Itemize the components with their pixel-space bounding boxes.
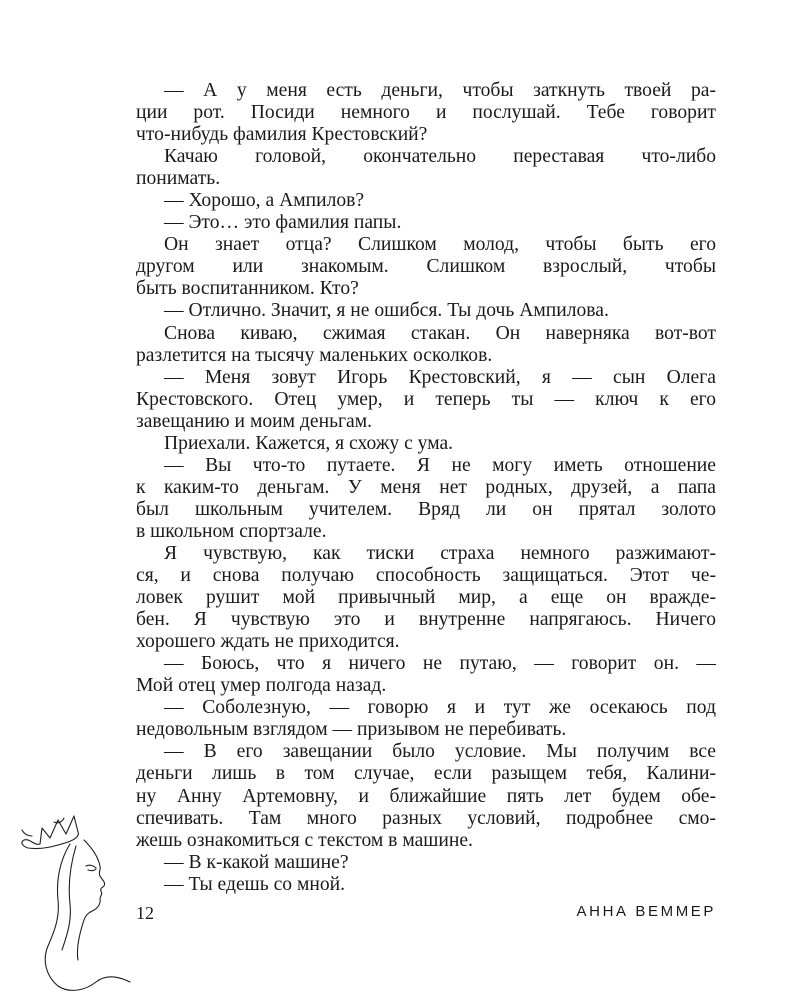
text-line: — Ты едешь со мной. <box>164 873 346 895</box>
text-line: Качаю головой, окончательно переставая что-либо <box>164 146 716 168</box>
text-line: — В его завещании было условие. Мы получим все <box>164 741 716 763</box>
text-line: был школьным учителем. Вряд ли он прятал золото <box>136 498 716 520</box>
hair-lines <box>45 844 130 990</box>
text-line: разлетится на тысячу маленьких осколков. <box>136 344 493 366</box>
text-line: понимать. <box>136 168 221 190</box>
text-line: — Боюсь, что я ничего не путаю, — говорит он. — <box>164 653 716 675</box>
text-line: — Хорошо, а Ампилов? <box>164 190 365 212</box>
text-line: Крестовского. Отец умер, и теперь ты — ключ к его <box>136 388 716 410</box>
text-line: что-нибудь фамилия Крестовский? <box>136 124 428 146</box>
text-line: — Соболезную, — говорю я и тут же осекаюсь под <box>164 697 716 719</box>
text-line: к каким-то деньгам. У меня нет родных, друзей, а папа <box>136 476 716 498</box>
text-line: Мой отец умер полгода назад. <box>136 675 387 697</box>
text-line: деньги лишь в том случае, если разыщем тебя, Калини- <box>136 763 716 785</box>
woman-with-crown-illustration <box>14 800 144 995</box>
text-line: ся, и снова получаю способность защищаться. Этот че- <box>136 565 716 587</box>
text-line: — Отлично. Значит, я не ошибся. Ты дочь Ампилова. <box>164 300 609 322</box>
text-line: Он знает отца? Слишком молод, чтобы быть его <box>164 234 716 256</box>
text-line: — В к-какой машине? <box>164 851 349 873</box>
text-line: завещанию и моим деньгам. <box>136 410 373 432</box>
eye-outline <box>86 865 96 870</box>
text-line: Приехали. Кажется, я схожу с ума. <box>164 432 454 454</box>
body-text <box>136 80 716 896</box>
text-line: другом или знакомым. Слишком взрослый, чтобы <box>136 256 716 278</box>
text-line: Я чувствую, как тиски страха немного разжимают- <box>164 542 716 564</box>
text-line: — Это… это фамилия папы. <box>164 212 402 234</box>
text-line: быть воспитанником. Кто? <box>136 278 359 300</box>
text-line: бен. Я чувствую это и внутренне напрягаюсь. Ничего <box>136 609 716 631</box>
page-number: 12 <box>136 903 154 923</box>
text-line: жешь ознакомиться с текстом в машине. <box>136 829 473 851</box>
face-outline <box>77 840 104 960</box>
text-line: — Вы что-то путаете. Я не могу иметь отношение <box>164 454 716 476</box>
text-line: спечивать. Там много разных условий, подробнее смо- <box>136 807 716 829</box>
text-line: ловек рушит мой привычный мир, а еще он вражде- <box>136 587 716 609</box>
text-line: Снова киваю, сжимая стакан. Он наверняка вот-вот <box>164 322 716 344</box>
text-line: хорошего ждать не приходится. <box>136 631 400 653</box>
text-line: — А у меня есть деньги, чтобы заткнуть твоей ра- <box>164 80 716 101</box>
text-line: недовольным взглядом — призывом не перебивать. <box>136 719 567 741</box>
text-line: ции рот. Посиди немного и послушай. Тебе говорит <box>136 102 716 124</box>
text-line: — Меня зовут Игорь Крестовский, я — сын Олега <box>164 366 716 388</box>
text-line: в школьном спортзале. <box>136 520 327 542</box>
running-head-author: АННА ВЕММЕР <box>576 903 716 920</box>
text-line: ну Анну Артемовну, и ближайшие пять лет будем обе- <box>136 785 716 807</box>
